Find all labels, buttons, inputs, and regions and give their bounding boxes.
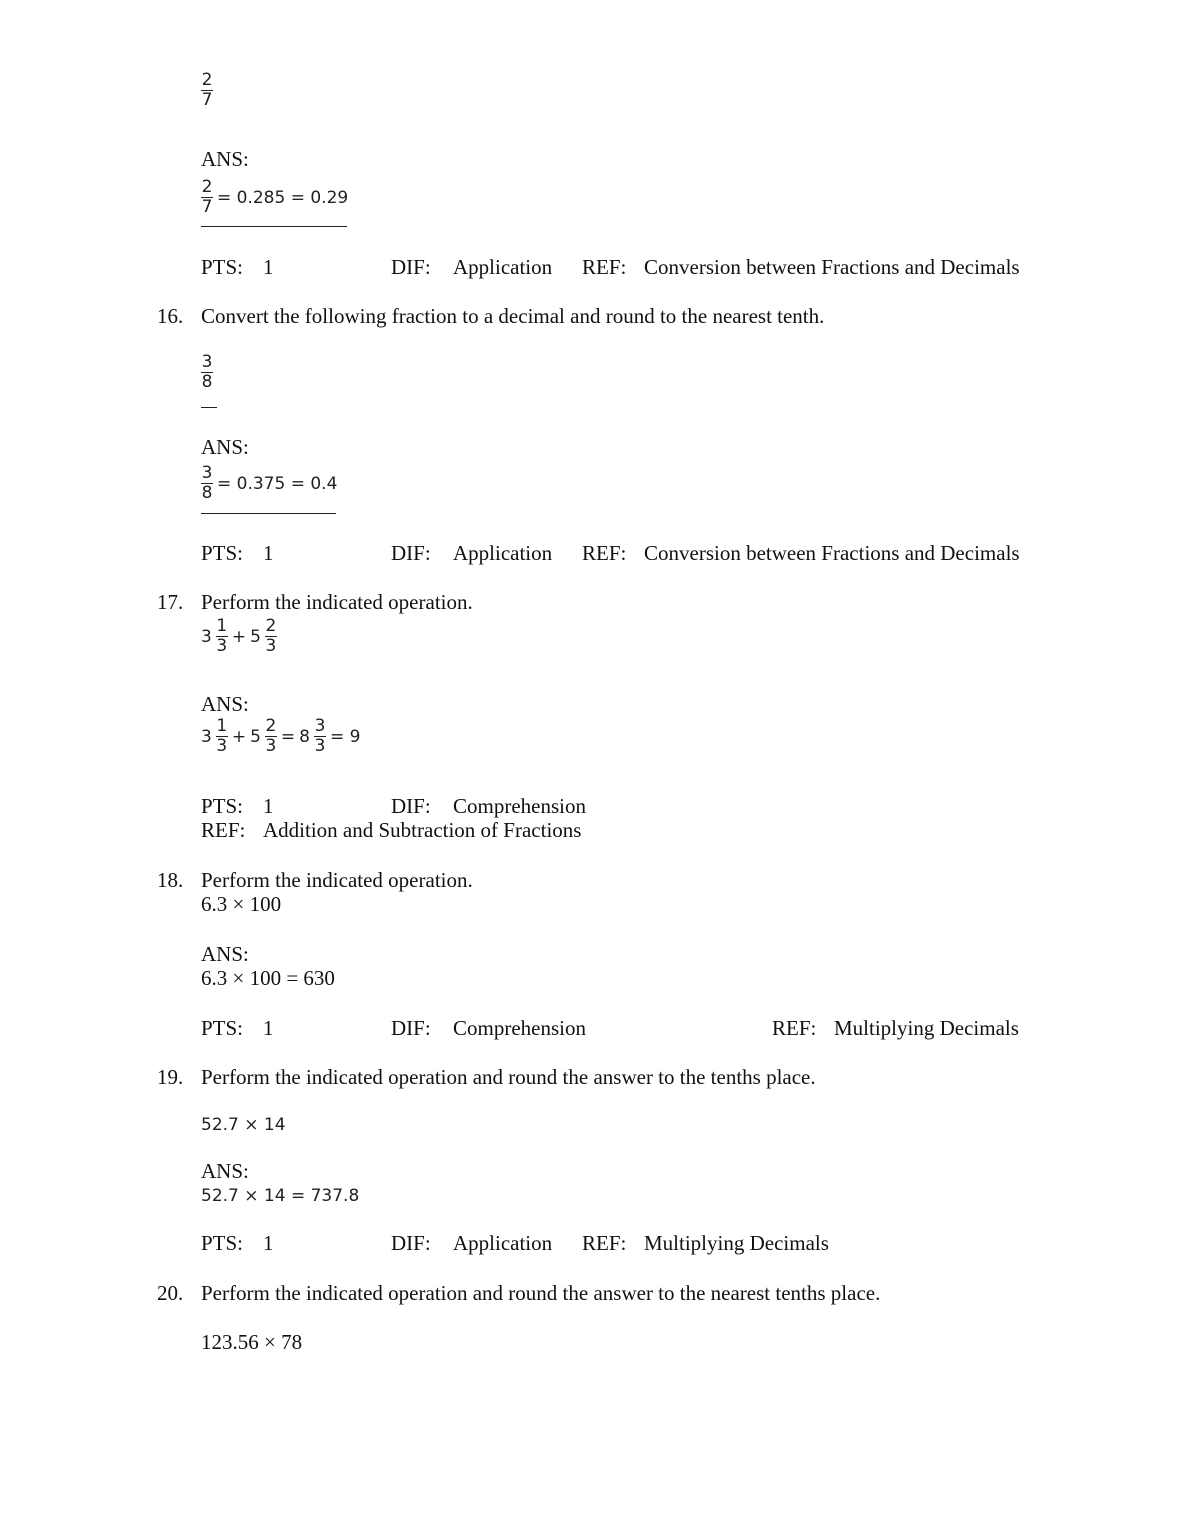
q17-ref-label: REF: xyxy=(201,818,246,842)
q18-pts-value: 1 xyxy=(263,1016,274,1040)
q17-ref-value: Addition and Subtraction of Fractions xyxy=(263,818,582,842)
q16-answer: $\frac{3}{8}$ = 0.375 = 0.4 xyxy=(201,463,338,503)
q18-dif-label: DIF: xyxy=(391,1016,431,1040)
q15-ref-value: Conversion between Fractions and Decimals xyxy=(644,255,1020,279)
q19-pts-value: 1 xyxy=(263,1231,274,1255)
numerator: 2 xyxy=(201,70,213,90)
q19-ans-label: ANS: xyxy=(201,1159,249,1183)
q17-pts-label: PTS: xyxy=(201,794,244,818)
q17-ans-label: ANS: xyxy=(201,692,249,716)
q18-ref-label: REF: xyxy=(772,1016,817,1040)
q17-number: 17. xyxy=(157,590,184,614)
q19-dif-value: Application xyxy=(453,1231,553,1255)
q16-question-fraction: $\frac{3}{8}$ xyxy=(201,352,213,392)
q16-pts-value: 1 xyxy=(263,541,274,565)
q19-expression: 52.7 × 14 xyxy=(201,1115,286,1135)
q16-ans-label: ANS: xyxy=(201,435,249,459)
q18-pts-label: PTS: xyxy=(201,1016,244,1040)
q19-dif-label: DIF: xyxy=(391,1231,431,1255)
q18-prompt: Perform the indicated operation. xyxy=(201,868,473,892)
q18-dif-value: Comprehension xyxy=(453,1016,586,1040)
q19-ref-value: Multiplying Decimals xyxy=(644,1231,829,1255)
q15-dif-label: DIF: xyxy=(391,255,431,279)
q19-ref-label: REF: xyxy=(582,1231,627,1255)
q19-answer: 52.7 × 14 = 737.8 xyxy=(201,1186,360,1206)
q19-pts-label: PTS: xyxy=(201,1231,244,1255)
q17-answer: 3 $\frac{1}{3}$ + 5 $\frac{2}{3}$ = 8 $\frac{3}{3}$ = 9 xyxy=(201,716,361,756)
q15-pts-value: 1 xyxy=(263,255,274,279)
q16-number: 16. xyxy=(157,304,184,328)
q20-number: 20. xyxy=(157,1281,184,1305)
q17-pts-value: 1 xyxy=(263,794,274,818)
q15-dif-value: Application xyxy=(453,255,553,279)
denominator: 7 xyxy=(201,90,213,110)
q16-ref-label: REF: xyxy=(582,541,627,565)
q17-expression: 3 $\frac{1}{3}$ + 5 $\frac{2}{3}$ xyxy=(201,616,277,656)
q18-ans-label: ANS: xyxy=(201,942,249,966)
q16-ref-value: Conversion between Fractions and Decimals xyxy=(644,541,1020,565)
q15-pts-label: PTS: xyxy=(201,255,244,279)
q15-question-fraction xyxy=(201,72,213,109)
answer-underline xyxy=(201,513,336,514)
q15-ref-label: REF: xyxy=(582,255,627,279)
q16-prompt: Convert the following fraction to a decimal and round to the nearest tenth. xyxy=(201,304,825,328)
q18-answer: 6.3 × 100 = 630 xyxy=(201,966,335,990)
q16-dif-label: DIF: xyxy=(391,541,431,565)
q20-prompt: Perform the indicated operation and round the answer to the nearest tenths place. xyxy=(201,1281,881,1305)
q18-ref-value: Multiplying Decimals xyxy=(834,1016,1019,1040)
q20-expression: 123.56 × 78 xyxy=(201,1330,303,1354)
q17-prompt: Perform the indicated operation. xyxy=(201,590,473,614)
q18-expression: 6.3 × 100 xyxy=(201,892,282,916)
q16-dif-value: Application xyxy=(453,541,553,565)
question-underline xyxy=(201,407,217,408)
q15-answer: $\frac{2}{7}$ = 0.285 = 0.29 xyxy=(201,177,349,217)
q16-pts-label: PTS: xyxy=(201,541,244,565)
q17-dif-value: Comprehension xyxy=(453,794,586,818)
q17-dif-label: DIF: xyxy=(391,794,431,818)
q18-number: 18. xyxy=(157,868,184,892)
q15-ans-label: ANS: xyxy=(201,147,249,171)
q19-number: 19. xyxy=(157,1065,184,1089)
answer-underline xyxy=(201,226,347,227)
q19-prompt: Perform the indicated operation and round the answer to the tenths place. xyxy=(201,1065,816,1089)
